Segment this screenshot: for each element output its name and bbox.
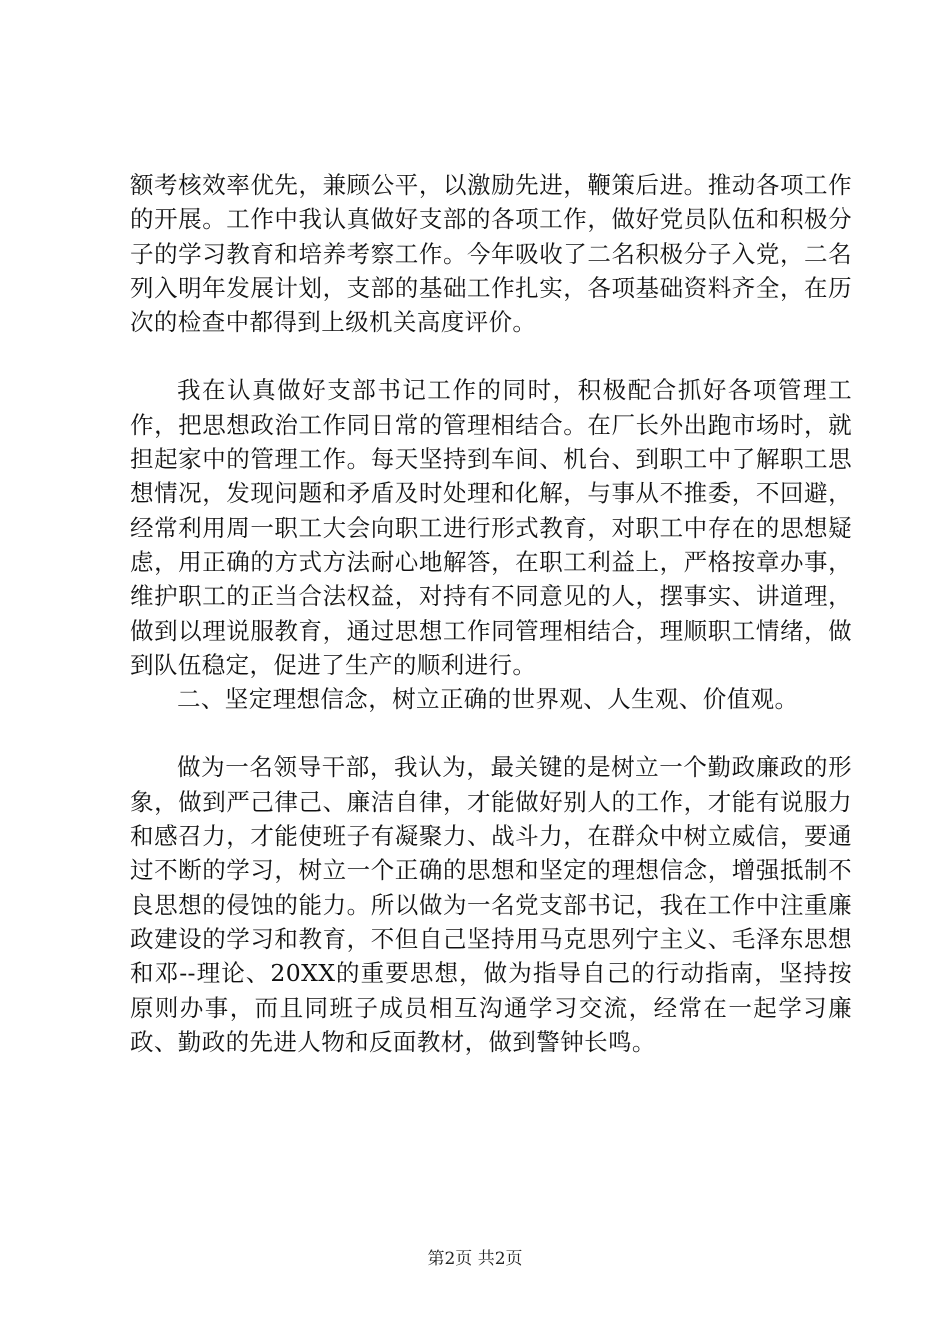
section-heading: 二、坚定理想信念，树立正确的世界观、人生观、价值观。 <box>177 685 799 714</box>
document-body <box>130 168 852 1059</box>
paragraph-1: 额考核效率优先，兼顾公平，以激励先进，鞭策后进。推动各项工作的开展。工作中我认真做好支部的各项工作，做好党员队伍和积极分子的学习教育和培养考察工作。今年吸收了二名积极分子入党，二名列入明年发展计划，支部的基础工作扎实，各项基础资料齐全，在历次的检查中都得到上级机关高度评价。 <box>130 171 852 337</box>
paragraph-gap <box>130 716 852 750</box>
paragraph-2: 我在认真做好支部书记工作的同时，积极配合抓好各项管理工作，把思想政治工作同日常的管理相结合。在厂长外出跑市场时，就担起家中的管理工作。每天坚持到车间、机台、到职工中了解职工思想情况，发现问题和矛盾及时处理和化解，与事从不推委，不回避，经常利用周一职工大会向职工进行形式教育，对职工中存在的思想疑虑，用正确的方式方法耐心地解答，在职工利益上，严格按章办事，维护职工的正当合法权益，对持有不同意见的人，摆事实、讲道理，做到以理说服教育，通过思想工作同管理相结合，理顺职工情绪，做到队伍稳定，促进了生产的顺利进行。 <box>130 376 852 679</box>
page-footer: 第2页 共2页 <box>427 1249 523 1269</box>
paragraph-gap <box>130 339 852 373</box>
paragraph-3: 做为一名领导干部，我认为，最关键的是树立一个勤政廉政的形象，做到严己律己、廉洁自律，才能做好别人的工作，才能有说服力和感召力，才能使班子有凝聚力、战斗力，在群众中树立威信，要通过不断的学习，树立一个正确的思想和坚定的理想信念，增强抵制不良思想的侵蚀的能力。所以做为一名党支部书记，我在工作中注重廉政建设的学习和教育，不但自己坚持用马克思列宁主义、毛泽东思想和邓--理论、20XX的重要思想，做为指导自己的行动指南，坚持按原则办事，而且同班子成员相互沟通学习交流，经常在一起学习廉政、勤政的先进人物和反面教材，做到警钟长鸣。 <box>130 753 852 1056</box>
